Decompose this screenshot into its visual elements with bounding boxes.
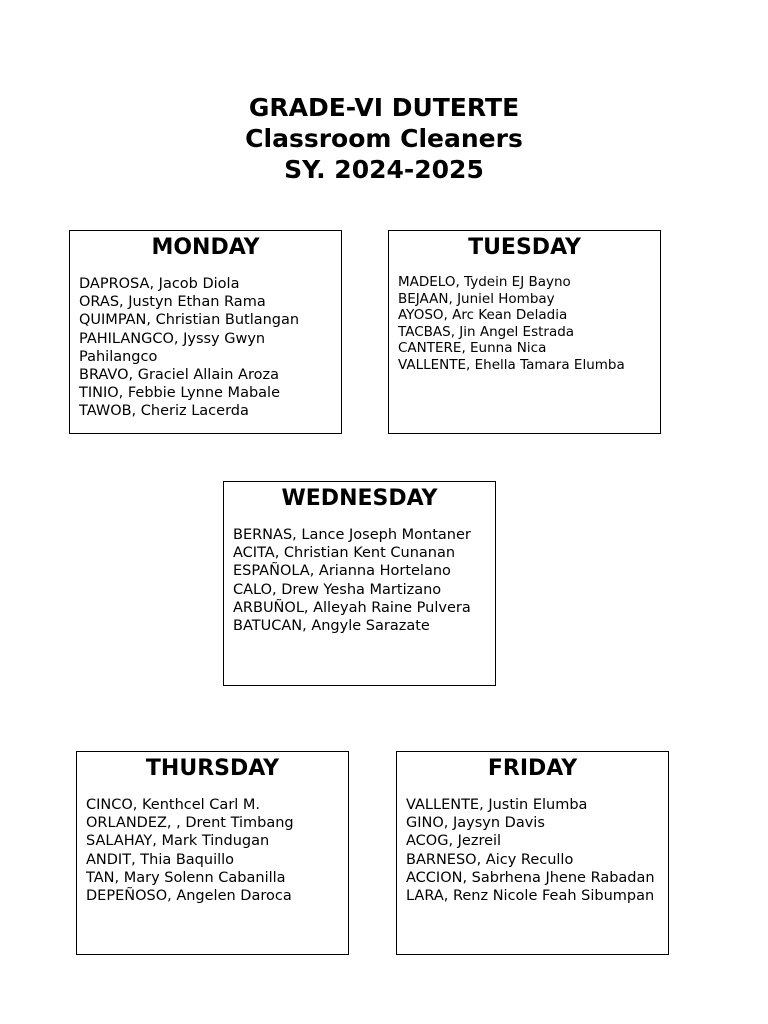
list-item: VALLENTE, Justin Elumba xyxy=(406,797,588,813)
list-item: LARA, Renz Nicole Feah Sibumpan xyxy=(406,888,655,905)
friday-name-list xyxy=(397,796,668,905)
list-item: QUIMPAN, Christian Butlangan xyxy=(79,312,300,329)
list-item: DAPROSA, Jacob Diola xyxy=(79,276,240,292)
tuesday-name-list xyxy=(389,274,660,374)
title-school-year: SY. 2024-2025 xyxy=(284,155,484,184)
list-item: ACCION, Sabrhena Jhene Rabadan xyxy=(406,869,655,886)
list-item: TAWOB, Cheriz Lacerda xyxy=(79,403,249,420)
friday-box xyxy=(396,751,669,955)
list-item: AYOSO, Arc Kean Deladia xyxy=(398,307,568,324)
list-item: DEPEÑOSO, Angelen Daroca xyxy=(86,888,292,905)
list-item: CANTERE, Eunna Nica xyxy=(398,340,547,357)
list-item: ANDIT, Thia Baquillo xyxy=(86,851,235,868)
friday-heading: FRIDAY xyxy=(487,756,578,781)
list-item: ORLANDEZ, , Drent Timbang xyxy=(86,815,294,832)
list-item: MADELO, Tydein EJ Bayno xyxy=(398,274,571,290)
title-grade-section: GRADE-VI DUTERTE xyxy=(248,93,520,122)
monday-heading: MONDAY xyxy=(151,235,260,260)
list-item: ARBUÑOL, Alleyah Raine Pulvera xyxy=(233,599,471,616)
document-title xyxy=(0,92,768,185)
monday-name-list xyxy=(70,275,341,421)
list-item: PAHILANGCO, Jyssy Gwyn Pahilangco xyxy=(79,330,266,365)
list-item: CALO, Drew Yesha Martizano xyxy=(233,581,442,598)
list-item: TACBAS, Jin Angel Estrada xyxy=(398,323,575,340)
thursday-name-list xyxy=(77,796,348,905)
list-item: ESPAÑOLA, Arianna Hortelano xyxy=(233,563,451,580)
wednesday-heading: WEDNESDAY xyxy=(281,486,438,511)
list-item: ACOG, Jezreil xyxy=(406,833,502,850)
list-item: ACITA, Christian Kent Cunanan xyxy=(233,545,456,562)
list-item: TINIO, Febbie Lynne Mabale xyxy=(79,385,280,402)
list-item: BATUCAN, Angyle Sarazate xyxy=(233,618,430,635)
list-item: TAN, Mary Solenn Cabanilla xyxy=(86,869,286,886)
list-item: GINO, Jaysyn Davis xyxy=(406,815,545,832)
list-item: BARNESO, Aicy Recullo xyxy=(406,851,574,868)
list-item: ORAS, Justyn Ethan Rama xyxy=(79,294,266,311)
wednesday-box xyxy=(223,481,496,686)
list-item: BRAVO, Graciel Allain Aroza xyxy=(79,367,279,384)
thursday-box xyxy=(76,751,349,955)
tuesday-box xyxy=(388,230,661,434)
list-item: SALAHAY, Mark Tindugan xyxy=(86,833,270,850)
title-subject: Classroom Cleaners xyxy=(245,124,523,153)
wednesday-name-list xyxy=(224,526,495,635)
monday-box xyxy=(69,230,342,434)
tuesday-heading: TUESDAY xyxy=(468,235,581,260)
thursday-heading: THURSDAY xyxy=(145,756,280,781)
list-item: CINCO, Kenthcel Carl M. xyxy=(86,797,261,813)
list-item: VALLENTE, Ehella Tamara Elumba xyxy=(398,356,625,373)
list-item: BEJAAN, Juniel Hombay xyxy=(398,290,555,307)
list-item: BERNAS, Lance Joseph Montaner xyxy=(233,527,471,543)
